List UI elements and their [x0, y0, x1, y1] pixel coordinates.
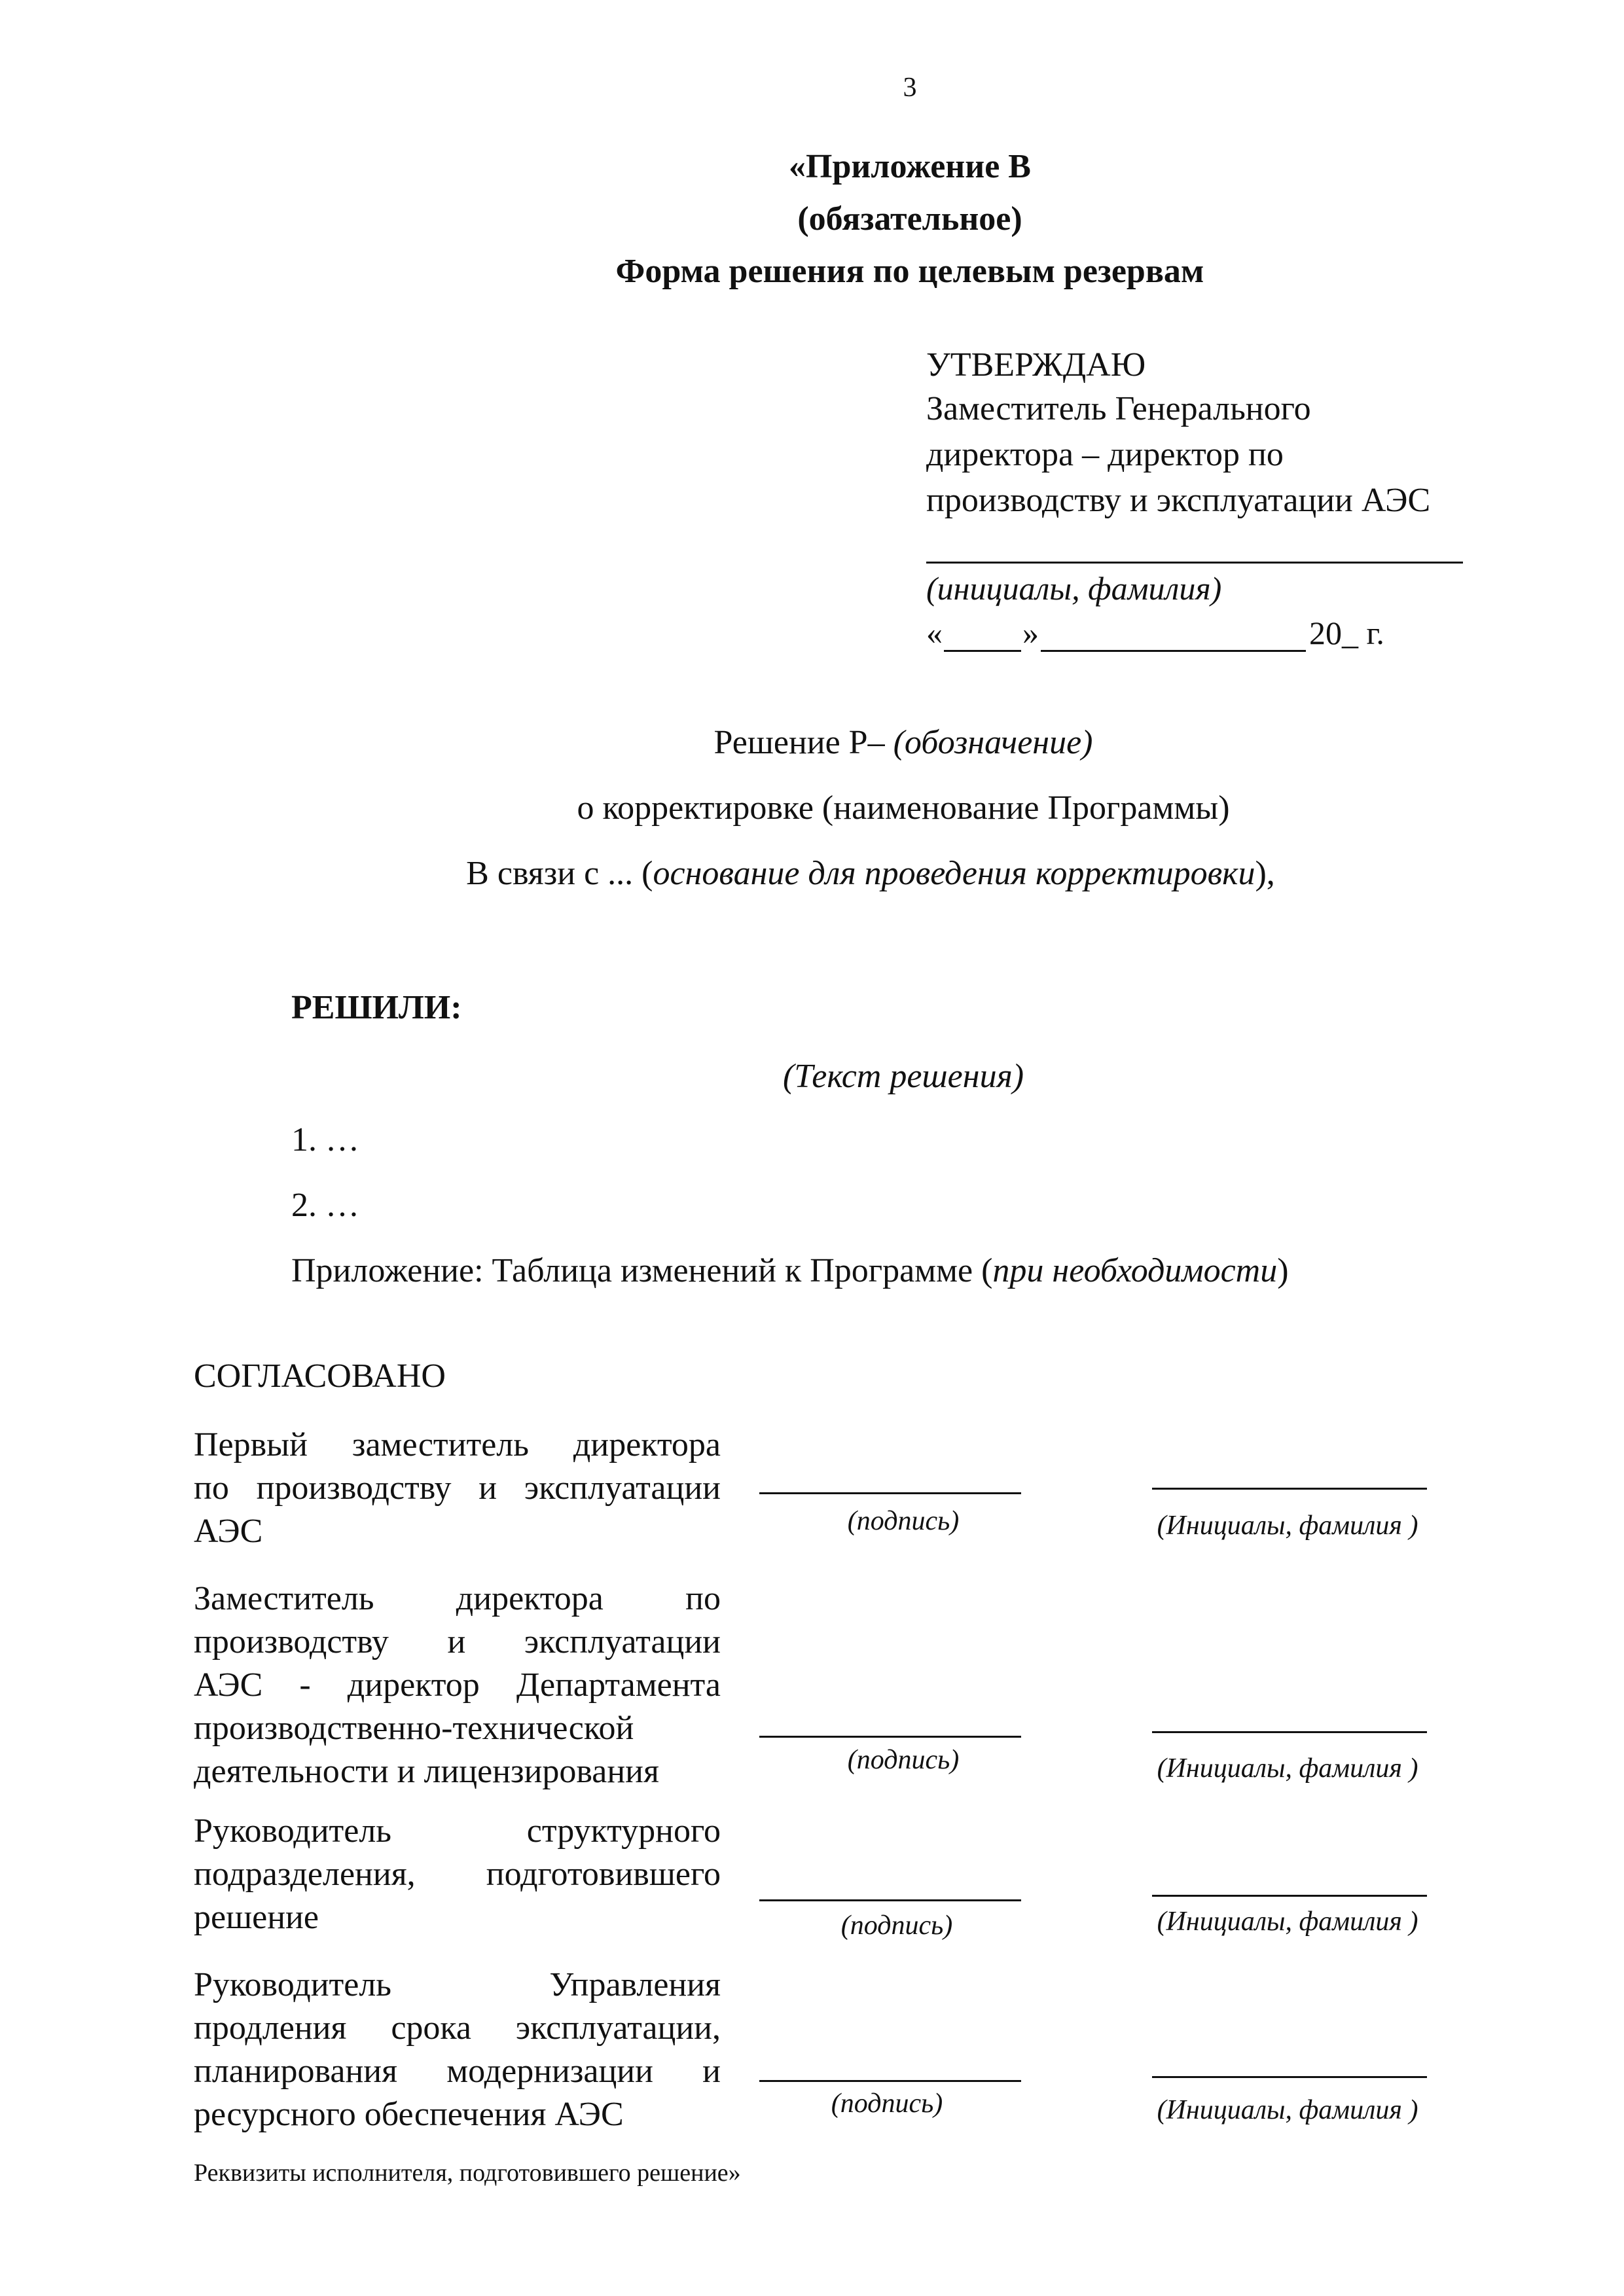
position-line: производственно-технической: [194, 1710, 634, 1747]
approval-position-line: директора – директор по: [926, 436, 1284, 473]
position-line: планирования модернизации и: [194, 2053, 721, 2090]
position-line: производству и эксплуатации: [194, 1623, 721, 1660]
agreed-title: СОГЛАСОВАНО: [194, 1357, 446, 1395]
decision-item-1: 1. …: [291, 1121, 359, 1158]
signature-caption: (подпись): [847, 1745, 960, 1775]
name-caption: (Инициалы, фамилия ): [1157, 1753, 1418, 1784]
date-close-quote: »: [1022, 615, 1039, 651]
form-title: Форма решения по целевым резервам: [615, 253, 1204, 290]
approval-position-line: Заместитель Генерального: [926, 390, 1311, 427]
agreement-position: [194, 1424, 721, 1553]
position-line: Заместитель директора по: [194, 1580, 721, 1617]
signature-caption: (подпись): [831, 2089, 943, 2119]
name-line: [1152, 1731, 1427, 1733]
date-month-blank: [1041, 650, 1306, 652]
decision-title: [714, 723, 1093, 762]
date-year: 20_ г.: [1309, 615, 1384, 651]
position-line: АЭС: [194, 1513, 263, 1550]
signature-line: [759, 1899, 1021, 1901]
name-line: [1152, 1895, 1427, 1897]
decision-attachment: [291, 1251, 1289, 1290]
date-open-quote: «: [926, 615, 943, 651]
name-caption: (Инициалы, фамилия ): [1157, 1511, 1418, 1541]
approval-title: УТВЕРЖДАЮ: [926, 346, 1146, 384]
page-number: 3: [903, 73, 917, 103]
attachment-suffix: ): [1277, 1252, 1289, 1289]
signature-caption: (подпись): [847, 1506, 960, 1536]
agreement-position: [194, 1577, 721, 1793]
attachment-prefix: Приложение: Таблица изменений к Программе (: [291, 1252, 993, 1289]
decision-subject: о корректировке (наименование Программы): [577, 789, 1230, 827]
agreement-position: [194, 1964, 721, 2136]
approval-signature-line: [926, 562, 1463, 564]
name-line: [1152, 1488, 1427, 1490]
reason-basis: основание для проведения корректировки: [653, 855, 1255, 892]
position-line: Первый заместитель директора: [194, 1426, 721, 1463]
appendix-status: (обязательное): [797, 200, 1022, 238]
decision-designation: (обозначение): [893, 724, 1093, 761]
resolved-heading: РЕШИЛИ:: [291, 989, 462, 1026]
position-line: Руководитель структурного: [194, 1812, 721, 1850]
name-caption: (Инициалы, фамилия ): [1157, 2095, 1418, 2125]
position-line: ресурсного обеспечения АЭС: [194, 2096, 624, 2133]
attachment-condition: при необходимости: [992, 1252, 1278, 1289]
reason-suffix: ),: [1255, 855, 1275, 892]
approval-name-caption: (инициалы, фамилия): [926, 570, 1222, 607]
signature-caption: (подпись): [840, 1910, 953, 1941]
signature-line: [759, 2080, 1021, 2082]
position-line: продления срока эксплуатации,: [194, 2009, 721, 2047]
position-line: АЭС - директор Департамента: [194, 1666, 721, 1704]
executor-requisites: Реквизиты исполнителя, подготовившего решение»: [194, 2159, 741, 2187]
decision-item-2: 2. …: [291, 1187, 359, 1224]
name-line: [1152, 2076, 1427, 2078]
position-line: Руководитель Управления: [194, 1966, 721, 2003]
signature-line: [759, 1492, 1021, 1494]
position-line: решение: [194, 1899, 319, 1936]
agreement-position: [194, 1810, 721, 1939]
approval-position-line: производству и эксплуатации АЭС: [926, 482, 1431, 519]
signature-line: [759, 1736, 1021, 1738]
name-caption: (Инициалы, фамилия ): [1157, 1907, 1418, 1937]
decision-text-caption: (Текст решения): [782, 1058, 1024, 1095]
position-line: подразделения, подготовившего: [194, 1856, 721, 1893]
position-line: по производству и эксплуатации: [194, 1469, 721, 1507]
decision-reason: [466, 854, 1275, 893]
decision-title-prefix: Решение Р–: [713, 724, 885, 761]
position-line: деятельности и лицензирования: [194, 1753, 659, 1790]
reason-prefix: В связи с ... (: [466, 855, 653, 892]
date-day-blank: [944, 650, 1021, 652]
appendix-title: «Приложение В: [789, 148, 1031, 185]
